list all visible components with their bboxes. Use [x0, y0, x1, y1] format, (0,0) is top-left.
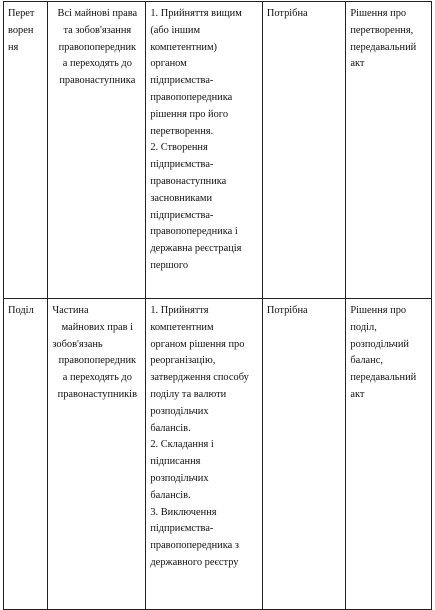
text-line: Всі майнові права	[57, 8, 138, 19]
reorganization-table	[3, 1, 432, 610]
text-line: поділ,	[350, 321, 377, 333]
text-line: Потрібна	[266, 8, 308, 19]
text-line: державного реєстру	[150, 556, 239, 568]
reorganization-type-cell	[4, 299, 48, 610]
text-line: рішення про його	[150, 108, 229, 120]
text-line: 1. Прийняття вищим	[150, 8, 242, 19]
text-line: підприємства-	[150, 75, 214, 87]
text-line: органом	[150, 58, 187, 70]
text-line: компетентним)	[150, 41, 217, 53]
text-line: затвердження способу	[150, 372, 249, 384]
document-cell	[346, 2, 432, 299]
text-line: 3. Виключення	[150, 506, 217, 518]
text-line: першого	[150, 259, 189, 271]
document-cell	[346, 299, 432, 610]
text-line: 2. Складання і	[150, 439, 214, 451]
registration-cell	[262, 299, 346, 610]
text-line: Рішення про	[350, 8, 407, 19]
text-line: розподільчий	[350, 338, 409, 350]
text-line: правопопередника з	[150, 540, 239, 552]
text-line: правопопередника і	[150, 226, 238, 238]
text-line: ня	[8, 41, 19, 53]
text-line: розподільчих	[150, 405, 209, 417]
text-line: перетворення,	[350, 24, 414, 36]
procedure-cell	[146, 299, 263, 610]
text-line: баланс,	[350, 355, 383, 367]
text-line: правопопередник	[58, 41, 137, 53]
text-line: підписання	[150, 456, 201, 468]
text-line: правонаступників	[57, 388, 137, 400]
text-line: правопопередника	[150, 91, 233, 103]
text-line: правонаступника	[150, 175, 227, 187]
text-line: Перет	[8, 8, 35, 19]
text-line: підприємства-	[150, 523, 214, 535]
text-line: акт	[350, 58, 365, 70]
text-line: а переходять до	[62, 372, 132, 384]
table-row	[4, 299, 432, 610]
text-line: а переходять до	[62, 58, 132, 70]
text-line: та зобов'язання	[63, 24, 132, 36]
text-line: підприємства-	[150, 209, 214, 221]
text-line: засновниками	[150, 192, 213, 204]
text-line: ворен	[8, 24, 34, 36]
text-line: (або іншим	[150, 24, 201, 36]
text-line: Рішення про	[350, 305, 407, 316]
text-line: поділу та валюти	[150, 388, 227, 400]
text-line: підприємства-	[150, 159, 214, 171]
table-row	[4, 2, 432, 299]
text-line: Частина	[52, 305, 89, 316]
text-line: передавальний	[350, 372, 417, 384]
text-line: акт	[350, 388, 365, 400]
text-line: правопопередник	[58, 355, 137, 367]
text-line: Потрібна	[266, 305, 308, 316]
property-transfer-cell	[48, 299, 146, 610]
text-line: майнових прав і	[61, 321, 134, 333]
text-line: передавальний	[350, 41, 417, 53]
text-line: органом рішення про	[150, 338, 245, 350]
text-line: перетворення.	[150, 125, 214, 137]
text-line: розподільчих	[150, 472, 209, 484]
property-transfer-cell	[48, 2, 146, 299]
text-line: зобов'язань	[52, 338, 103, 350]
text-line: балансів.	[150, 422, 191, 434]
text-line: державна реєстрація	[150, 243, 242, 255]
text-line: 2. Створення	[150, 142, 208, 154]
reorganization-type-cell	[4, 2, 48, 299]
text-line: Поділ	[8, 305, 34, 316]
text-line: 1. Прийняття	[150, 305, 209, 316]
text-line: реорганізацію,	[150, 355, 216, 367]
text-line: балансів.	[150, 489, 191, 501]
registration-cell	[262, 2, 346, 299]
procedure-cell	[146, 2, 263, 299]
text-line: компетентним	[150, 321, 214, 333]
text-line: правонаступника	[59, 75, 136, 87]
